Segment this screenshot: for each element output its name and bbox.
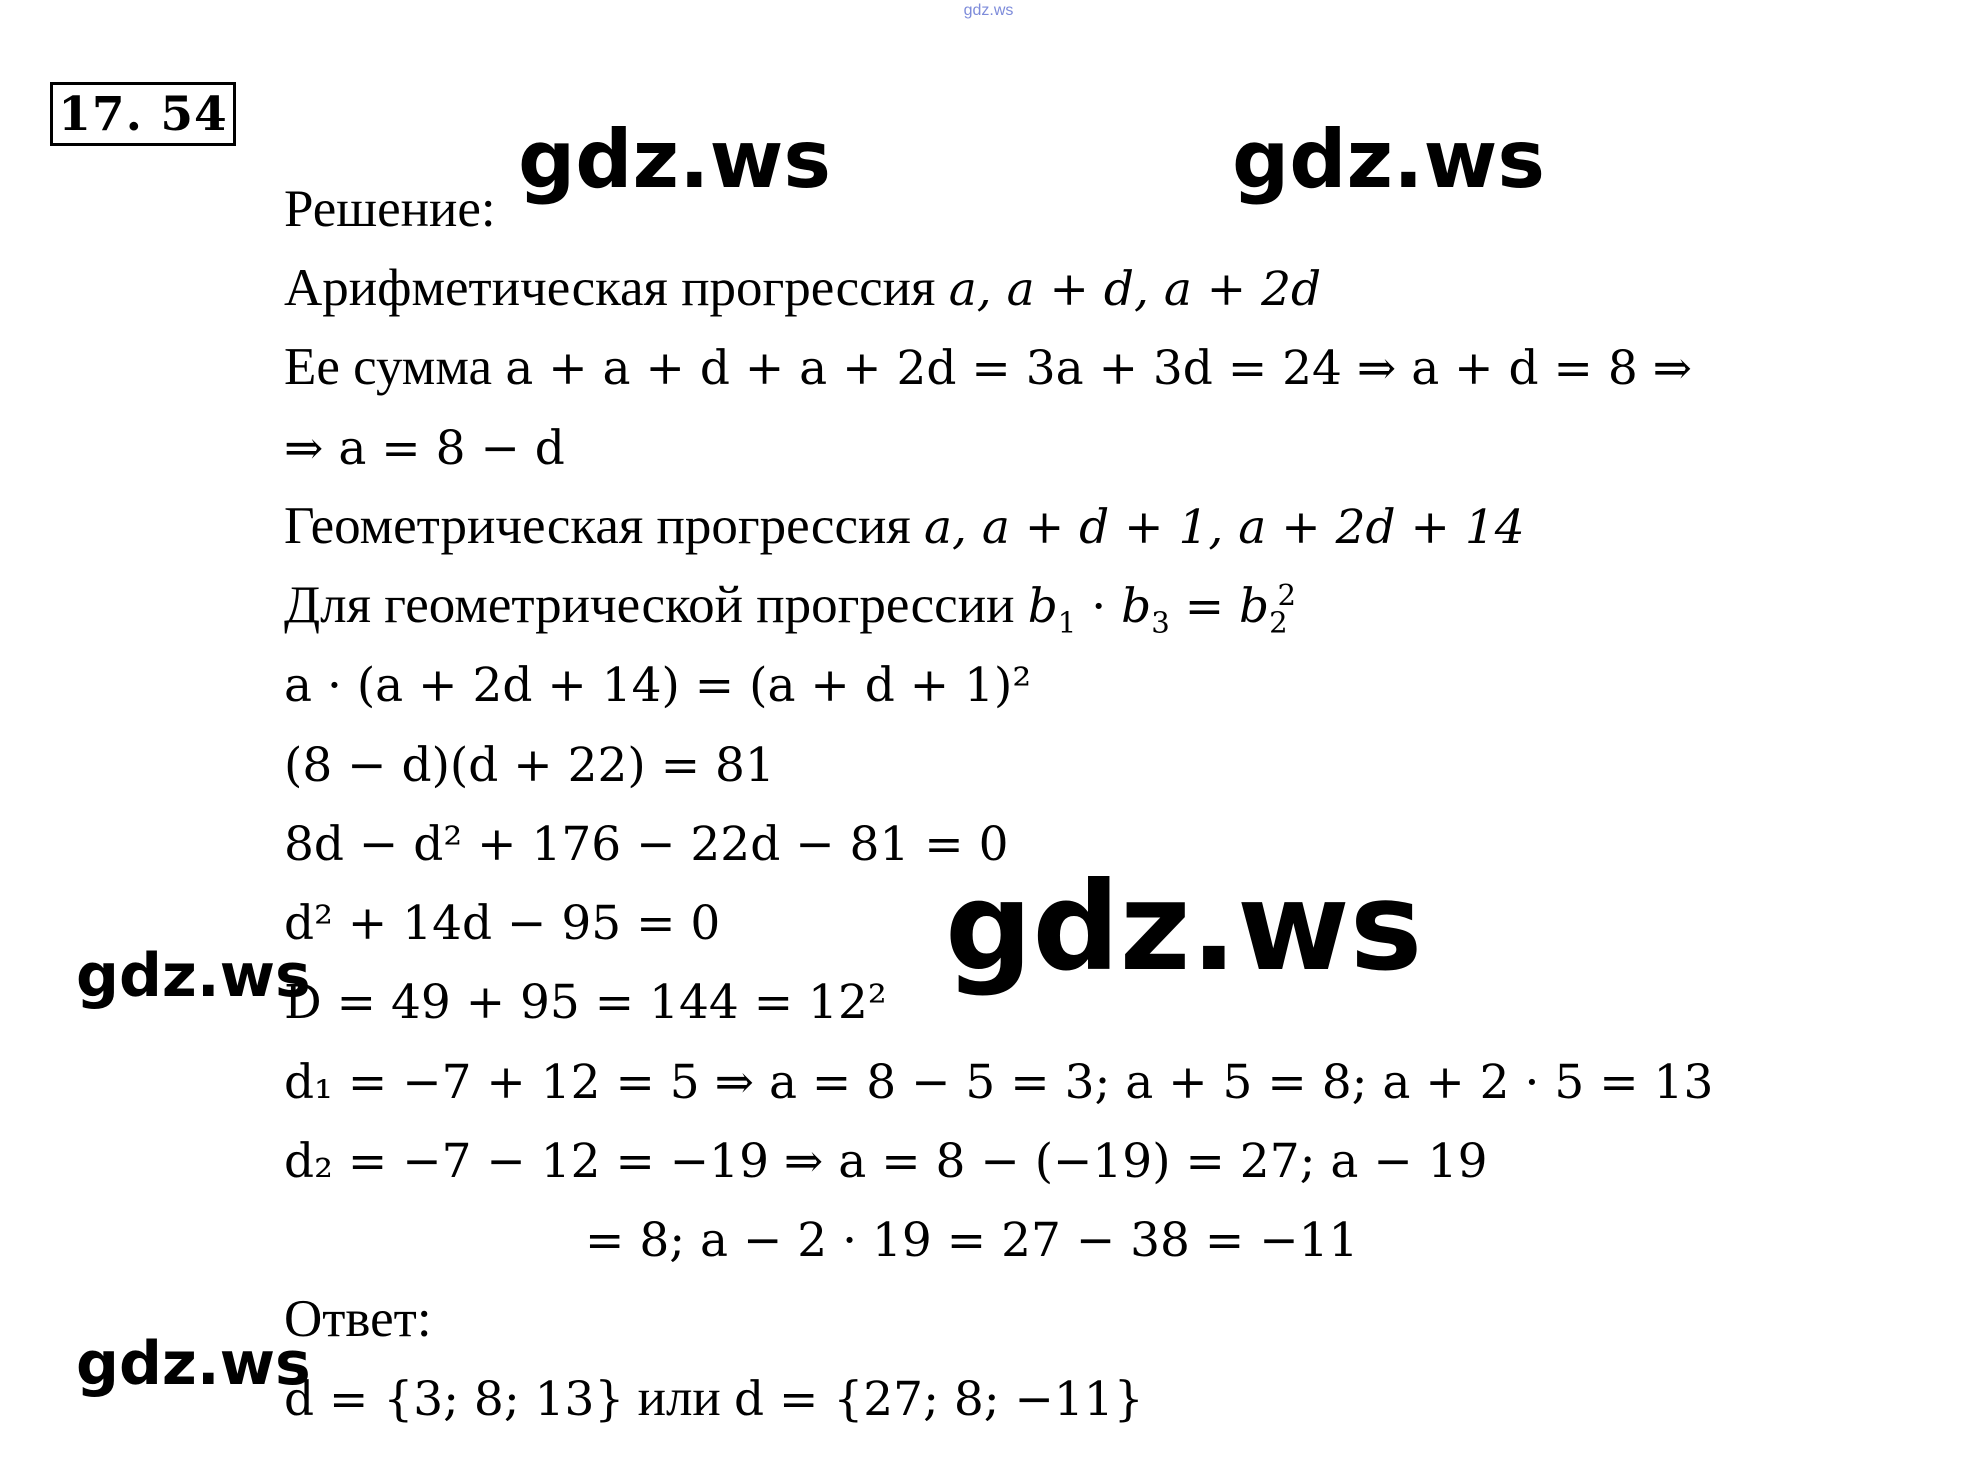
eq4-line xyxy=(284,896,720,949)
sum-text: Ее сумма xyxy=(284,338,493,396)
eq5-line xyxy=(284,975,887,1028)
watermark-top-left: gdz.ws xyxy=(518,113,832,206)
eq7: d₂ = −7 − 12 = −19 ⇒ a = 8 − (−19) = 27; a − 19 xyxy=(284,1134,1488,1189)
solution-label xyxy=(284,180,496,238)
problem-number: 17. 54 xyxy=(58,86,228,142)
sum-line xyxy=(284,338,1693,396)
geom-expr: a, a + d + 1, a + 2d + 14 xyxy=(923,500,1525,555)
sum-cont: ⇒ a = 8 − d xyxy=(284,421,565,476)
eq4: d² + 14d − 95 = 0 xyxy=(284,896,721,951)
geom-text: Геометрическая прогрессия xyxy=(284,497,911,555)
answer-expr-1: d = {3; 8; 13} xyxy=(284,1372,625,1427)
geom-rule-text: Для геометрической прогрессии xyxy=(284,576,1015,634)
eq1: a · (a + 2d + 14) = (a + d + 1)² xyxy=(284,658,1032,713)
solution-label-text: Решение: xyxy=(284,180,496,238)
eq6: d₁ = −7 + 12 = 5 ⇒ a = 8 − 5 = 3; a + 5 = 8; a + 2 · 5 = 13 xyxy=(284,1055,1714,1110)
watermark-left-middle: gdz.ws xyxy=(76,941,311,1011)
arith-expr: a, a + d, a + 2d xyxy=(948,262,1322,317)
watermark-center-large: gdz.ws xyxy=(945,856,1423,998)
geom-rule-formula: $b_1 \cdot b_3 = b_2^2$ xyxy=(1027,578,1296,640)
answer-line xyxy=(284,1369,1144,1427)
eq3-line xyxy=(284,817,1009,870)
eq8-line xyxy=(585,1213,1358,1266)
sum-cont-line xyxy=(284,421,565,474)
arith-line xyxy=(284,259,1322,317)
geom-rule-line xyxy=(284,576,1296,640)
answer-label-text: Ответ: xyxy=(284,1290,432,1348)
top-watermark-text: gdz.ws xyxy=(963,2,1014,19)
eq3: 8d − d² + 176 − 22d − 81 = 0 xyxy=(284,817,1009,872)
eq8: = 8; a − 2 · 19 = 27 − 38 = −11 xyxy=(585,1213,1359,1268)
arith-text: Арифметическая прогрессия xyxy=(284,259,936,317)
eq2: (8 − d)(d + 22) = 81 xyxy=(284,738,775,793)
sum-expr: a + a + d + a + 2d = 3a + 3d = 24 ⇒ a + d = 8 ⇒ xyxy=(505,341,1693,396)
eq7-line xyxy=(284,1134,1487,1187)
watermark-left-bottom: gdz.ws xyxy=(76,1329,311,1399)
eq6-line xyxy=(284,1055,1713,1108)
problem-number-box xyxy=(50,82,236,146)
answer-or: или xyxy=(637,1369,721,1427)
watermark-top-right: gdz.ws xyxy=(1232,113,1546,206)
answer-expr-2: d = {27; 8; −11} xyxy=(734,1372,1144,1427)
eq1-line xyxy=(284,658,1031,711)
geom-line xyxy=(284,497,1525,555)
eq2-line xyxy=(284,738,775,791)
eq5: D = 49 + 95 = 144 = 12² xyxy=(284,975,887,1030)
